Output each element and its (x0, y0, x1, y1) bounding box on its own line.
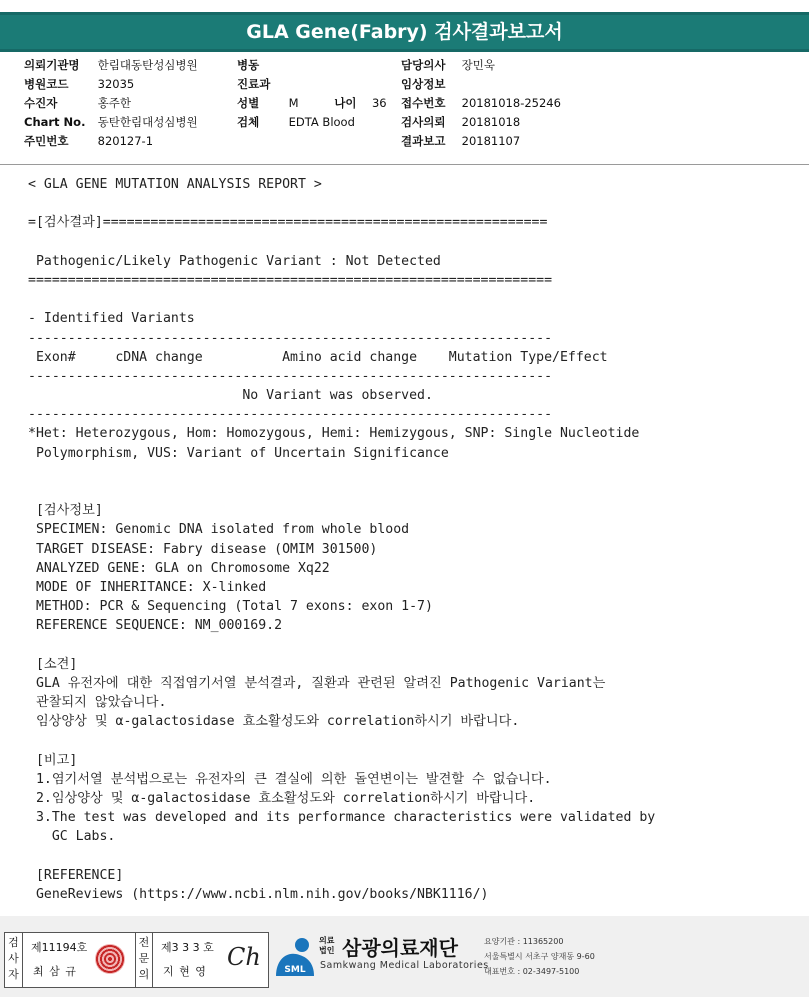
report-line: METHOD: PCR & Sequencing (Total 7 exons: exon 1-7) (28, 599, 433, 615)
info-label: 검체 (237, 115, 260, 129)
report-line (28, 731, 655, 750)
report-line: [검사정보] (28, 503, 103, 519)
info-row-department (237, 75, 289, 94)
report-line (28, 290, 655, 309)
report-line: *Het: Heterozygous, Hom: Homozygous, Hemi: Hemizygous, SNP: Single Nucleotide (28, 426, 640, 442)
specialist-license: 제3 3 3 호 (161, 941, 214, 954)
info-row-sex (237, 94, 387, 113)
info-row-specimen (237, 113, 355, 132)
report-line (28, 194, 655, 213)
report-line: [비고] (28, 752, 78, 768)
report-title: GLA Gene(Fabry) 검사결과보고서 (0, 12, 809, 52)
info-row-hospital-code (24, 75, 134, 94)
info-row-doctor (401, 56, 495, 75)
inspector-seal (95, 944, 125, 974)
info-value: 동탄한림대성심병원 (97, 115, 198, 129)
info-row-chart-no (24, 113, 198, 132)
info-label: 담당의사 (401, 58, 446, 72)
info-value: 32035 (97, 77, 135, 91)
inspector-role: 검사자 (5, 933, 23, 987)
report-line: - Identified Variants (28, 311, 195, 327)
specialist-signature: Ch (227, 943, 261, 971)
report-line: ------------------------------------------------------------------ (28, 407, 553, 423)
info-row-clinical-info (401, 75, 462, 94)
report-line: [REFERENCE] (28, 867, 124, 883)
inspector-name: 최 삼 규 (33, 965, 77, 978)
info-label: 임상정보 (401, 77, 446, 91)
report-line: =[검사결과]======================================================== (28, 215, 548, 231)
info-label: 성별 (237, 96, 260, 110)
info-row-report-date (401, 132, 520, 151)
info-row-request-date (401, 113, 520, 132)
info-value: 장민욱 (461, 58, 495, 72)
report-line: Exon# cDNA change Amino acid change Mutation Type/Effect (28, 349, 608, 365)
signature-box (4, 932, 269, 988)
report-line (28, 636, 655, 655)
info-value: 20181107 (461, 134, 521, 148)
report-body (0, 165, 809, 915)
info-label: Chart No. (24, 115, 86, 129)
report-line: MODE OF INHERITANCE: X-linked (28, 579, 267, 595)
report-line: TARGET DISEASE: Fabry disease (OMIM 301500) (28, 541, 378, 557)
report-line: < GLA GENE MUTATION ANALYSIS REPORT > (28, 177, 322, 192)
report-line: ------------------------------------------------------------------ (28, 368, 553, 384)
info-label-age: 나이 (334, 96, 357, 110)
inspector-license: 제11194호 (31, 941, 88, 954)
info-value: EDTA Blood (288, 115, 355, 129)
info-value: M (288, 96, 299, 110)
info-label: 검사의뢰 (401, 115, 446, 129)
info-value: 820127-1 (97, 134, 154, 148)
info-row-receipt-no (401, 94, 561, 113)
report-line: GLA 유전자에 대한 직접염기서열 분석결과, 질환과 관련된 알려진 Pathogenic Variant는 (28, 675, 606, 691)
report-line (28, 233, 655, 252)
report-line (28, 847, 655, 866)
info-label: 병원코드 (24, 77, 69, 91)
info-label: 수진자 (24, 96, 58, 110)
info-row-resident-no (24, 132, 153, 151)
specialist-role: 전문의 (135, 933, 153, 987)
org-legal: 의료 법인 (319, 936, 335, 955)
specialist-name: 지 현 영 (163, 965, 207, 978)
info-label: 병동 (237, 58, 260, 72)
info-label: 결과보고 (401, 134, 446, 148)
info-row-ward (237, 56, 289, 75)
report-line: REFERENCE SEQUENCE: NM_000169.2 (28, 618, 283, 634)
info-label: 접수번호 (401, 96, 446, 110)
contact-line: 요양기관 : 11365200 (484, 937, 564, 946)
report-line: 임상양상 및 α-galactosidase 효소활성도와 correlation하시기 바랍니다. (28, 714, 520, 730)
report-line: [소견] (28, 656, 78, 672)
contact-line: 대표번호 : 02-3497-5100 (484, 967, 580, 976)
report-line: 3.The test was developed and its performance characteristics were validated by (28, 810, 656, 826)
report-line: ================================================================== (28, 272, 553, 288)
info-row-institution (24, 56, 198, 75)
logo-text: SML (284, 965, 306, 975)
report-line (28, 463, 655, 482)
report-line: Pathogenic/Likely Pathogenic Variant : Not Detected (28, 253, 441, 269)
info-value: 한림대동탄성심병원 (97, 58, 198, 72)
report-line (28, 482, 655, 501)
info-row-patient (24, 94, 131, 113)
info-label: 의뢰기관명 (24, 58, 80, 72)
report-line: SPECIMEN: Genomic DNA isolated from whole blood (28, 522, 410, 538)
report-line: No Variant was observed. (28, 388, 433, 404)
info-value: 홍주한 (97, 96, 131, 110)
org-english-name: Samkwang Medical Laboratories (320, 960, 489, 971)
report-line: 관찰되지 않았습니다. (28, 695, 167, 711)
info-value: 20181018-25246 (461, 96, 561, 110)
contact-line: 서울특별시 서초구 양재동 9-60 (484, 952, 595, 961)
report-line: ------------------------------------------------------------------ (28, 330, 553, 346)
report-line: GC Labs. (28, 829, 116, 845)
patient-info-panel (0, 52, 809, 165)
info-label: 진료과 (237, 77, 271, 91)
footer (0, 916, 809, 997)
report-line: GeneReviews (https://www.ncbi.nlm.nih.gov/books/NBK1116/) (28, 886, 489, 902)
info-label: 주민번호 (24, 134, 69, 148)
report-line: 2.임상양상 및 α-galactosidase 효소활성도와 correlation하시기 바랍니다. (28, 791, 536, 806)
info-value-age: 36 (371, 96, 387, 110)
info-value: 20181018 (461, 115, 521, 129)
contact-info (484, 934, 595, 979)
report-line: 1.염기서열 분석법으로는 유전자의 큰 결실에 의한 돌연변이는 발견할 수 없습니다. (28, 771, 552, 787)
sml-logo-icon (272, 934, 318, 980)
report-text (28, 175, 655, 904)
report-line: ANALYZED GENE: GLA on Chromosome Xq22 (28, 560, 330, 576)
report-line: Polymorphism, VUS: Variant of Uncertain Significance (28, 445, 449, 461)
org-name: 삼광의료재단 (342, 936, 458, 960)
